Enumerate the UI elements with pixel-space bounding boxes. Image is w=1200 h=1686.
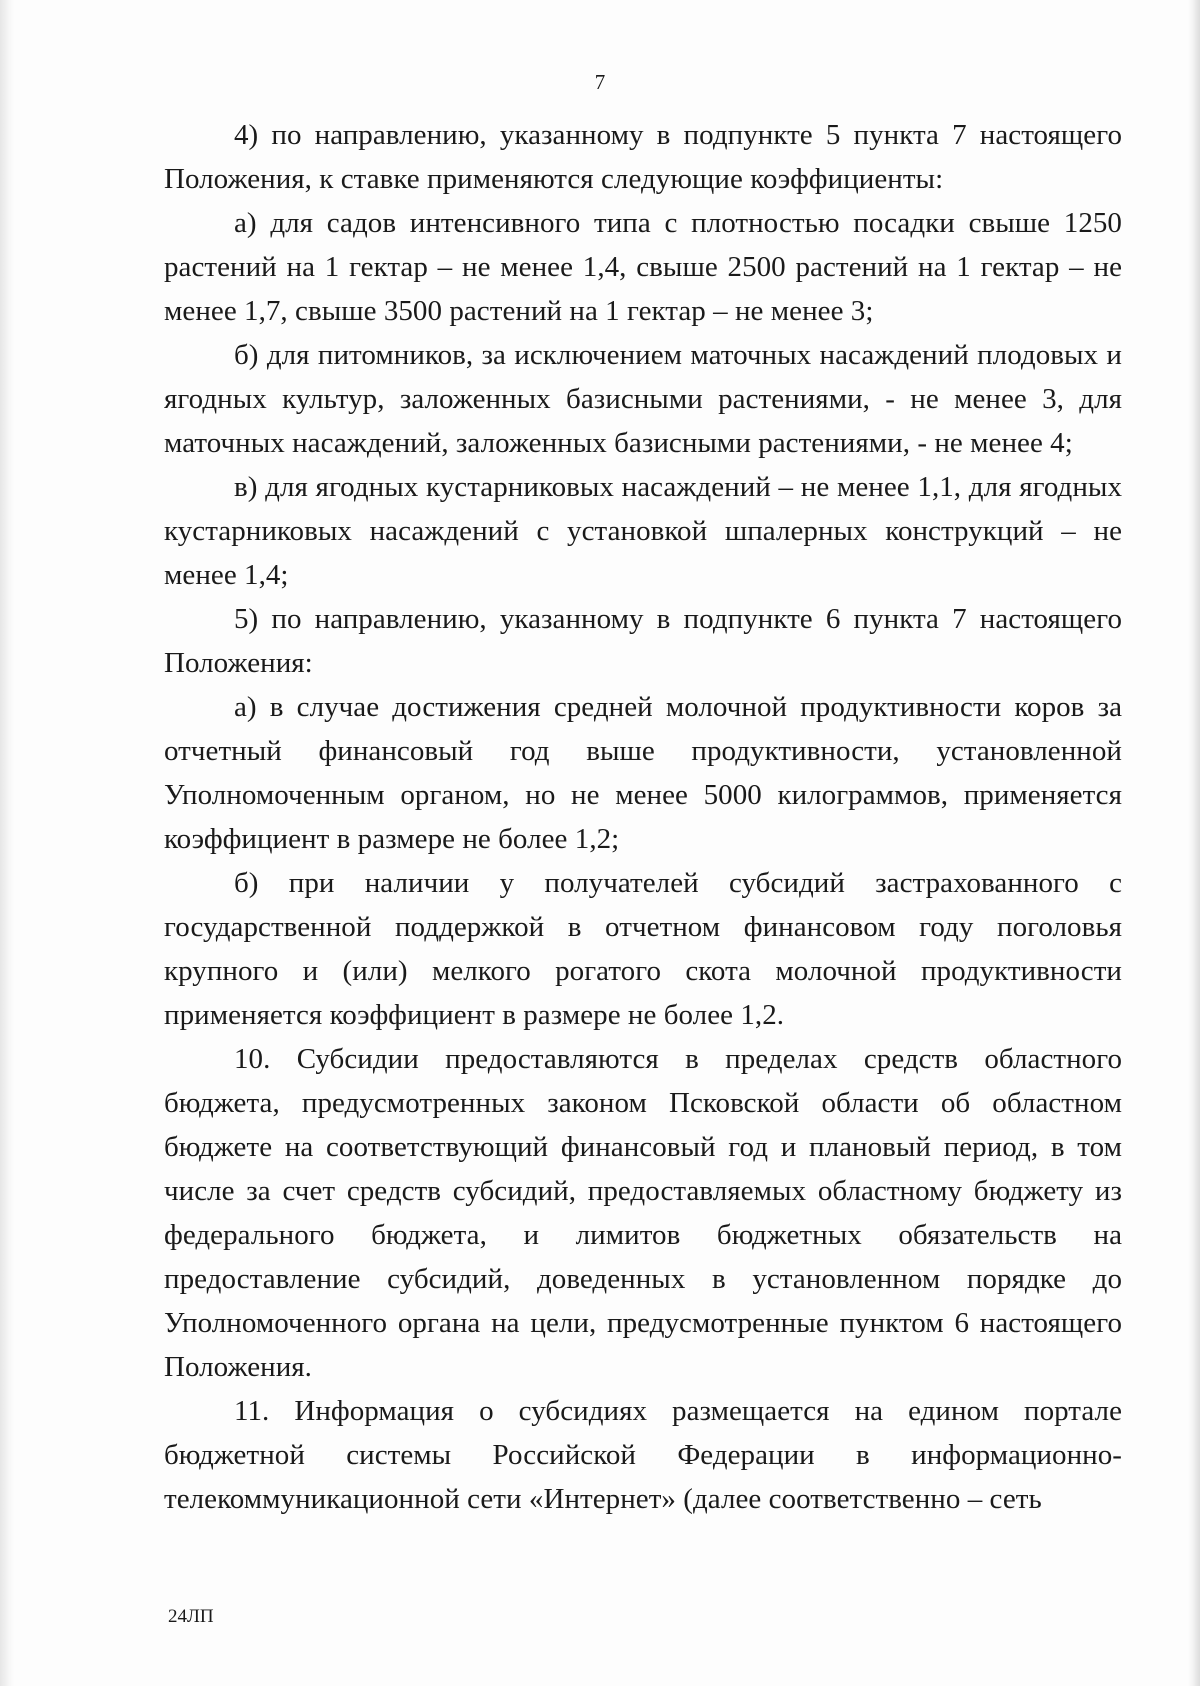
document-body — [164, 113, 1122, 1521]
paragraph-subitem-4a: а) для садов интенсивного типа с плотностью посадки свыше 1250 растений на 1 гектар – не менее 1,4, свыше 2500 растений на 1 гектар – не менее 1,7, свыше 3500 растений на 1 гектар – не менее 3; — [164, 207, 1122, 327]
paragraph-clause-10: 10. Субсидии предоставляются в пределах средств областного бюджета, предусмотренных законом Псковской области об областном бюджете на соответствующий финансовый год и плановый период, в том числе за счет средств субсидий, предоставляемых областному бюджету из федерального бюджета, и лимитов бюджетных обязательств на предоставление субсидий, доведенных в установленном порядке до Уполномоченного органа на цели, предусмотренные пунктом 6 настоящего Положения. — [164, 1043, 1122, 1383]
paragraph-subitem-5b: б) при наличии у получателей субсидий застрахованного с государственной поддержкой в отчетном финансовом году поголовья крупного и (или) мелкого рогатого скота молочной продуктивности применяется коэффициент в размере не более 1,2. — [164, 867, 1122, 1031]
scan-edge-left — [0, 0, 14, 1686]
scan-edge-right — [1188, 0, 1200, 1686]
paragraph-subitem-4c: в) для ягодных кустарниковых насаждений – не менее 1,1, для ягодных кустарниковых насаждений с установкой шпалерных конструкций – не менее 1,4; — [164, 471, 1122, 591]
paragraph-item-4: 4) по направлению, указанному в подпункте 5 пункта 7 настоящего Положения, к ставке применяются следующие коэффициенты: — [164, 119, 1122, 195]
page-number: 7 — [594, 70, 606, 94]
footer-document-code: 24ЛП — [168, 1606, 214, 1627]
paragraph-clause-11: 11. Информация о субсидиях размещается на едином портале бюджетной системы Российской Федерации в информационно-телекоммуникационной сети «Интернет» (далее соответственно – сеть — [164, 1395, 1122, 1515]
paragraph-subitem-5a: а) в случае достижения средней молочной продуктивности коров за отчетный финансовый год выше продуктивности, установленной Уполномоченным органом, но не менее 5000 килограммов, применяется коэффициент в размере не более 1,2; — [164, 691, 1122, 855]
paragraph-subitem-4b: б) для питомников, за исключением маточных насаждений плодовых и ягодных культур, заложенных базисными растениями, - не менее 3, для маточных насаждений, заложенных базисными растениями, - не менее 4; — [164, 339, 1122, 459]
paragraph-item-5: 5) по направлению, указанному в подпункте 6 пункта 7 настоящего Положения: — [164, 603, 1122, 679]
